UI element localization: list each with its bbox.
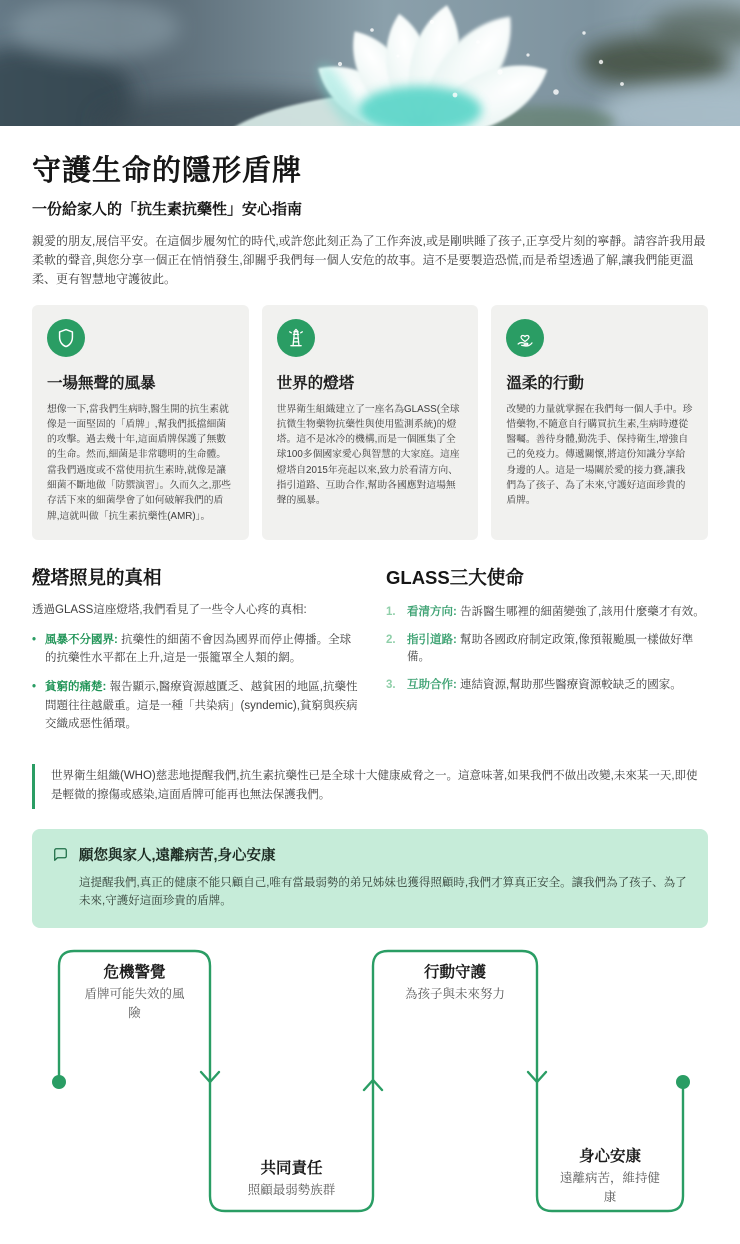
journey-node-responsibility xyxy=(210,1156,373,1200)
list-item xyxy=(386,677,708,695)
truths-bullet-list xyxy=(32,631,360,734)
truths-column xyxy=(32,564,360,744)
page-title: 守護生命的隱形盾牌 xyxy=(32,155,303,187)
card-gentle-action xyxy=(491,305,708,540)
card-icon-circle xyxy=(506,319,544,357)
list-item xyxy=(32,678,360,734)
bullet-label: 貧窮的痛楚: xyxy=(45,680,107,693)
bullet-text: 報告顯示,醫療資源越匱乏、越貧困的地區,抗藥性問題往往越嚴重。這是一種「共染病」(syndemic),貧窮與疾病交織成惡性循環。 xyxy=(45,680,358,731)
who-quote-block xyxy=(32,764,708,809)
card-world-lighthouse xyxy=(262,305,479,540)
journey-node-title: 身心安康 xyxy=(578,1148,641,1166)
lighthouse-icon xyxy=(285,327,307,349)
mission-number: 3. xyxy=(386,679,396,692)
callout-header xyxy=(52,844,688,865)
mission-number: 1. xyxy=(386,605,396,618)
missions-list xyxy=(386,604,708,695)
intro-paragraph: 親愛的朋友,展信平安。在這個步履匆忙的時代,或許您此刻正為了工作奔波,或是剛哄睡了孩子,正享受片刻的寧靜。請容許我用最柔軟的聲音,與您分享一個正在悄悄發生,卻關乎我們每一個人安危的故事。這不是要製造恐慌,而是希望透過了解,讓我們能更溫柔、更有智慧地守護彼此。 xyxy=(32,234,706,287)
card-icon-circle xyxy=(47,319,85,357)
journey-node-action xyxy=(373,960,537,1004)
journey-node-subtitle: 為孩子與未來努力 xyxy=(404,987,505,1002)
mission-label: 互助合作: xyxy=(407,679,457,692)
journey-timeline xyxy=(32,944,708,1244)
speech-bubble-icon xyxy=(52,846,69,863)
info-cards xyxy=(32,305,708,540)
bullet-dot xyxy=(32,631,36,668)
truths-missions-section xyxy=(32,564,708,744)
journey-node-subtitle: 照顧最弱勢族群 xyxy=(247,1183,336,1198)
card-body: 世界衛生組織建立了一座名為GLASS(全球抗微生物藥物抗藥性與使用監測系統)的燈塔。這不是冰冷的機構,而是一個匯集了全球100多個國家愛心與智慧的大家庭。這座燈塔自2015年亮起以來,致力於看清方向、指引道路、互助合作,幫助各國應對這場無聲的風暴。 xyxy=(276,403,460,507)
card-title: 一場無聲的風暴 xyxy=(47,374,156,392)
quote-text: 世界衛生組織(WHO)慈悲地提醒我們,抗生素抗藥性已是全球十大健康威脅之一。這意味著,如果我們不做出改變,未來某一天,即使是輕微的擦傷或感染,這面盾牌可能再也無法保護我們。 xyxy=(51,769,698,802)
blessing-callout xyxy=(32,829,708,928)
journey-node-awareness xyxy=(59,960,210,1023)
document-body xyxy=(0,148,740,1244)
missions-column xyxy=(386,564,708,744)
page-subtitle: 一份給家人的「抗生素抗藥性」安心指南 xyxy=(32,201,303,218)
mission-text: 連結資源,幫助那些醫療資源較缺乏的國家。 xyxy=(460,679,682,692)
bullet-label: 風暴不分國界: xyxy=(45,633,118,646)
lotus-illustration xyxy=(0,0,740,126)
hand-heart-icon xyxy=(514,327,536,349)
list-item xyxy=(32,631,360,668)
missions-heading: GLASS三大使命 xyxy=(386,566,524,588)
callout-body: 這提醒我們,真正的健康不能只顧自己,唯有當最弱勢的弟兄姊妹也獲得照顧時,我們才算真正安全。讓我們為了孩子、為了未來,守護好這面珍貴的盾牌。 xyxy=(79,876,687,908)
journey-node-title: 共同責任 xyxy=(260,1160,323,1178)
truths-heading: 燈塔照見的真相 xyxy=(32,566,162,588)
list-item xyxy=(386,604,708,622)
journey-node-subtitle: 盾牌可能失效的風險 xyxy=(84,987,185,1020)
mission-label: 看清方向: xyxy=(407,605,457,618)
card-body: 改變的力量就掌握在我們每一個人手中。珍惜藥物,不隨意自行購買抗生素,生病時遵從醫囑。善待身體,勤洗手、保持衛生,增強自己的免疫力。傳遞關懷,將這份知識分享給身邊的人。這是一場關於愛的接力賽,讓我們為了孩子、為了未來,守護好這面珍貴的盾牌。 xyxy=(506,403,693,507)
journey-node-subtitle: 遠離病苦，維持健康 xyxy=(559,1171,660,1204)
bullet-dot xyxy=(32,678,36,734)
callout-title: 願您與家人,遠離病苦,身心安康 xyxy=(79,847,276,864)
path-start-dot xyxy=(52,1075,66,1089)
card-silent-storm xyxy=(32,305,249,540)
bullet-text: 抗藥性的細菌不會因為國界而停止傳播。全球的抗藥性水平都在上升,這是一張籠罩全人類的網。 xyxy=(45,633,352,665)
mission-text: 幫助各國政府制定政策,像預報颱風一樣做好準備。 xyxy=(407,633,694,664)
path-end-dot xyxy=(676,1075,690,1089)
lotus-hero-image xyxy=(0,0,740,126)
journey-node-title: 行動守護 xyxy=(423,964,486,982)
journey-node-wellbeing xyxy=(537,1144,683,1207)
journey-node-title: 危機警覺 xyxy=(103,964,166,982)
shield-icon xyxy=(55,327,77,349)
mission-text: 告訴醫生哪裡的細菌變強了,該用什麼藥才有效。 xyxy=(460,605,705,618)
card-icon-circle xyxy=(277,319,315,357)
list-item xyxy=(386,632,708,668)
card-title: 溫柔的行動 xyxy=(506,374,584,392)
truths-intro: 透過GLASS這座燈塔,我們看見了一些令人心疼的真相: xyxy=(32,603,307,616)
mission-label: 指引道路: xyxy=(407,633,457,646)
mission-number: 2. xyxy=(386,633,396,646)
card-title: 世界的燈塔 xyxy=(276,374,355,392)
card-body: 想像一下,當我們生病時,醫生開的抗生素就像是一面堅固的「盾牌」,幫我們抵擋細菌的攻擊。過去幾十年,這面盾牌保護了無數的生命。然而,細菌是非常聰明的生命體。當我們過度或不當使用抗生素時,就像是讓細菌不斷地做「防禦演習」。久而久之,那些存活下來的細菌學會了如何破解我們的盾牌,這就叫做「抗生素抗藥性(AMR)」。 xyxy=(47,403,231,522)
